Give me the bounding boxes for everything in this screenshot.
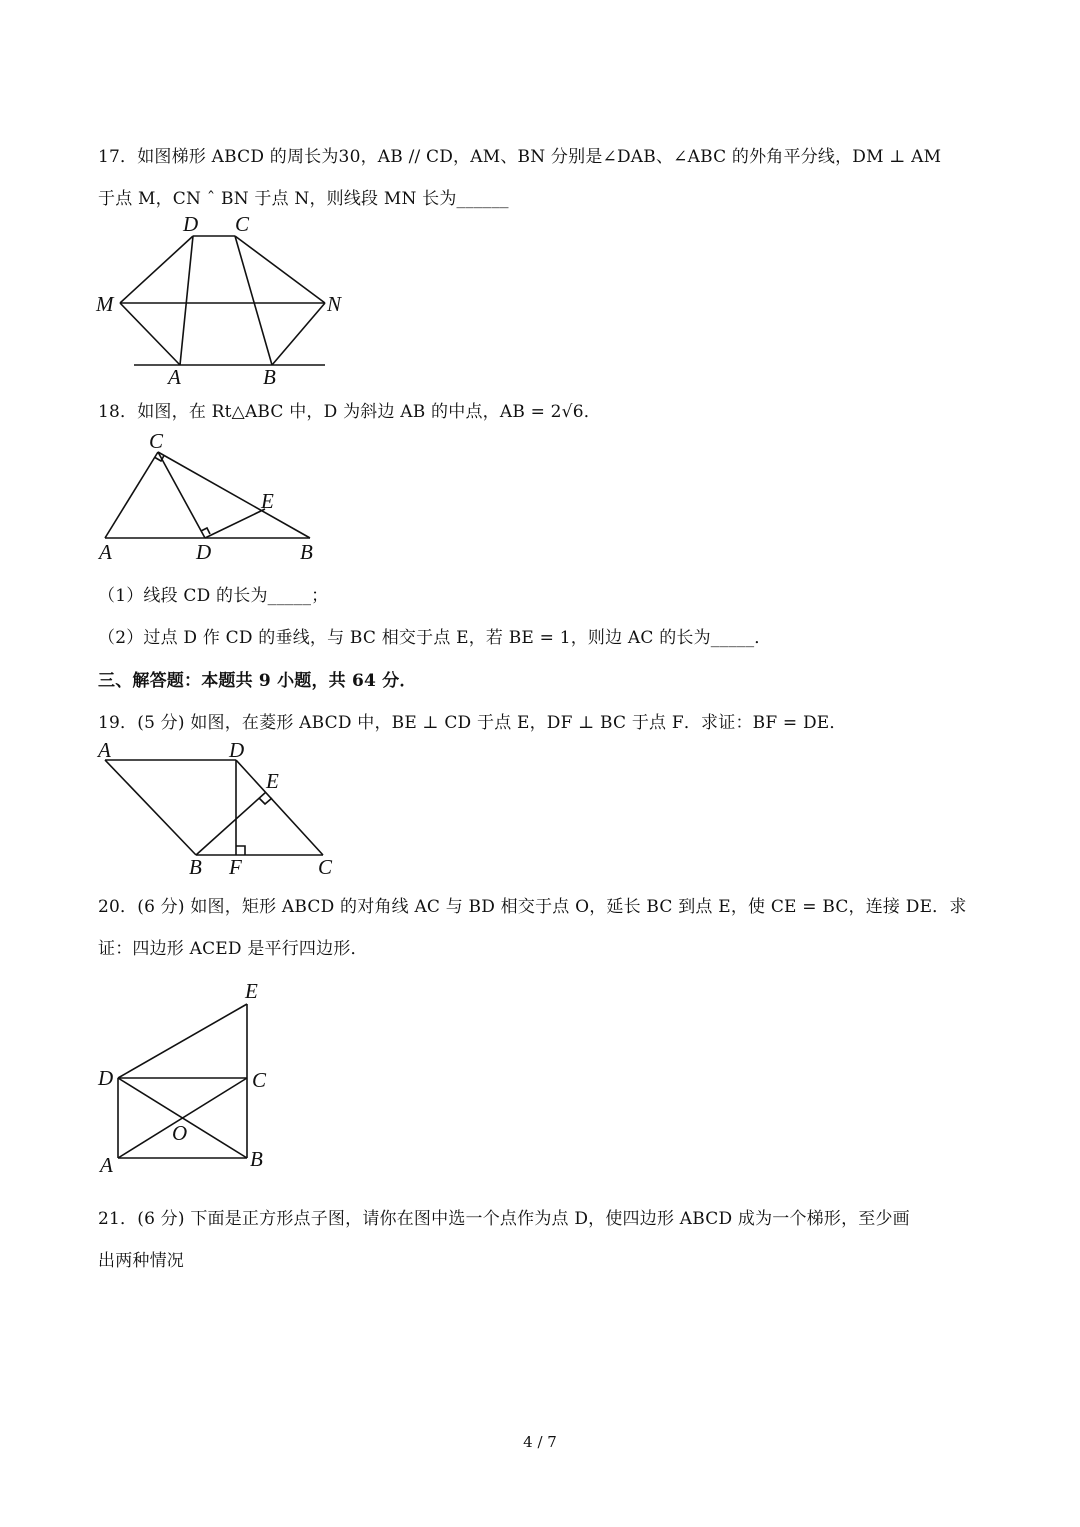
q19-label-D: D	[229, 738, 245, 762]
q17-text-line1: 17．如图梯形 ABCD 的周长为30，AB // CD，AM、BN 分别是∠DAB、∠ABC 的外角平分线，DM ⊥ AM	[98, 147, 942, 167]
q18-label-C: C	[149, 429, 164, 453]
q21-text-line2: 出两种情况	[98, 1251, 184, 1271]
q20-label-E: E	[245, 979, 258, 1003]
q19-label-C: C	[318, 855, 333, 879]
q17-label-M: M	[96, 292, 114, 316]
q18-label-E: E	[261, 489, 274, 513]
page-number: 4 / 7	[523, 1433, 557, 1451]
q17-text-line2: 于点 M，CN ˆ BN 于点 N，则线段 MN 长为______	[98, 189, 509, 209]
q17-label-C: C	[235, 212, 250, 236]
q20-label-D: D	[98, 1066, 114, 1090]
q18-triangle-figure	[95, 425, 325, 565]
q19-label-B: B	[189, 855, 202, 879]
section-heading: 三、解答题：本题共 9 小题，共 64 分．	[98, 671, 417, 691]
q21-text-line1: 21．(6 分) 下面是正方形点子图，请你在图中选一个点作为点 D，使四边形 ABCD 成为一个梯形，至少画	[98, 1209, 910, 1229]
q20-text-line1: 20．(6 分) 如图，矩形 ABCD 的对角线 AC 与 BD 相交于点 O，延长 BC 到点 E，使 CE = BC，连接 DE．求	[98, 897, 967, 917]
q18-text-line1: 18．如图，在 Rt△ABC 中，D 为斜边 AB 的中点，AB = 2√6．	[98, 402, 601, 422]
q19-label-A: A	[98, 738, 111, 762]
q20-label-A: A	[100, 1153, 113, 1177]
q19-rhombus-figure	[95, 735, 345, 880]
q18-label-B: B	[300, 540, 313, 564]
q18-subquestion-2: （2）过点 D 作 CD 的垂线，与 BC 相交于点 E，若 BE = 1，则边 AC 的长为_____．	[98, 628, 772, 648]
q19-label-E: E	[266, 769, 279, 793]
q20-text-line2: 证：四边形 ACED 是平行四边形．	[98, 939, 368, 959]
q19-text-line1: 19．(5 分) 如图，在菱形 ABCD 中，BE ⊥ CD 于点 E，DF ⊥ BC 于点 F．求证：BF = DE．	[98, 713, 847, 733]
q20-label-O: O	[172, 1121, 188, 1145]
q18-label-D: D	[196, 540, 212, 564]
q19-label-F: F	[229, 855, 242, 879]
q17-label-B: B	[263, 365, 276, 389]
q17-label-D: D	[183, 212, 199, 236]
q20-label-B: B	[250, 1147, 263, 1171]
q20-label-C: C	[252, 1068, 267, 1092]
q17-trapezoid-figure	[90, 210, 370, 390]
q18-subquestion-1: （1）线段 CD 的长为_____；	[98, 586, 329, 606]
q17-label-N: N	[327, 292, 342, 316]
q18-label-A: A	[99, 540, 112, 564]
q17-label-A: A	[168, 365, 181, 389]
q20-rectangle-figure	[95, 975, 285, 1180]
